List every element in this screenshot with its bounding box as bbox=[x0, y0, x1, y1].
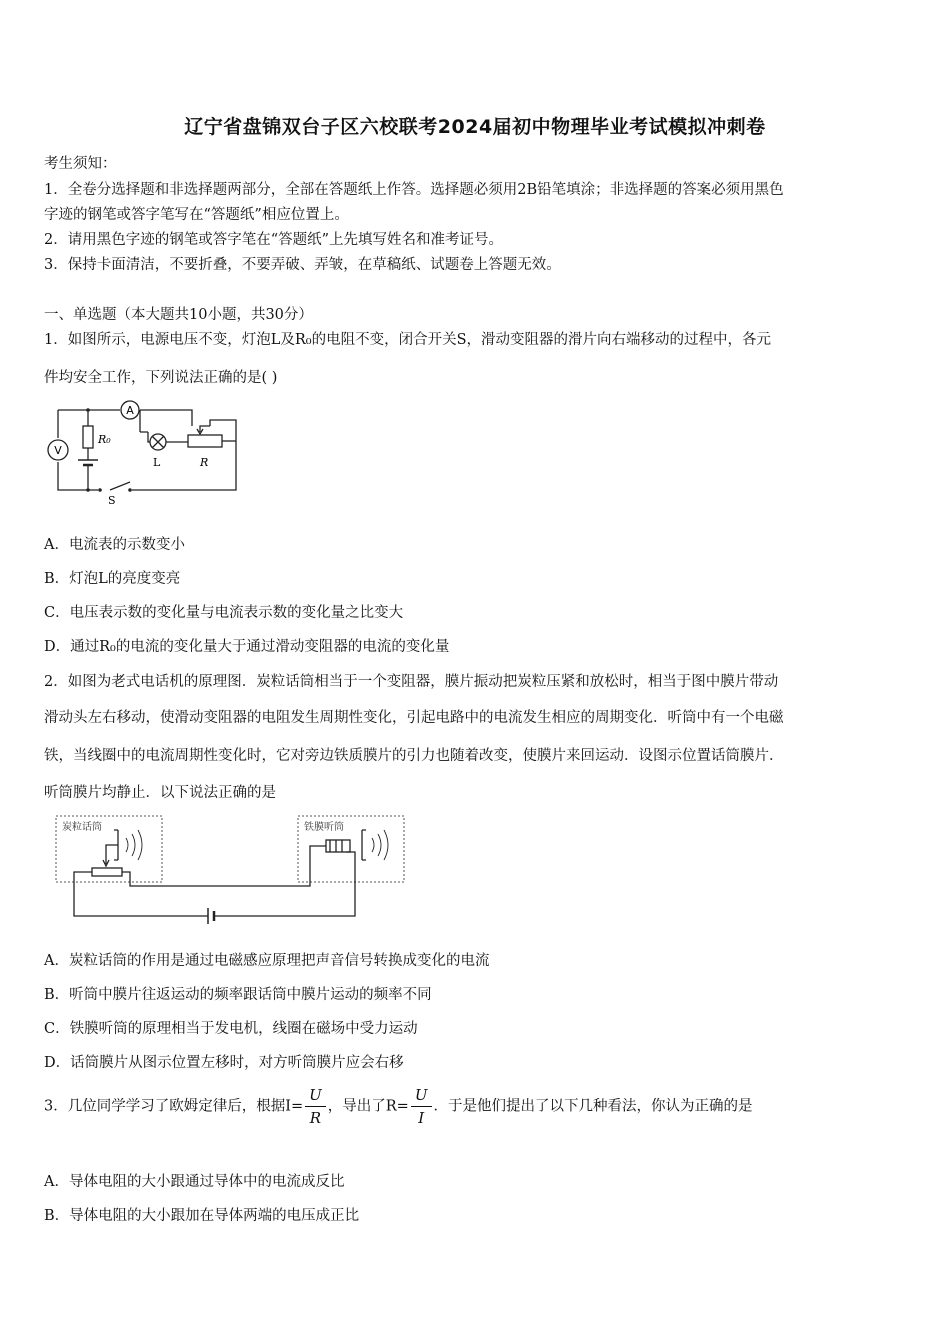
question-3-option: A．导体电阻的大小跟通过导体中的电流成反比 bbox=[44, 1174, 345, 1190]
question-1-stem: 件均安全工作，下列说法正确的是( ) bbox=[44, 370, 278, 386]
question-3-stem bbox=[44, 1086, 753, 1127]
fraction-denominator: I bbox=[418, 1109, 425, 1127]
rheostat-label: R bbox=[200, 456, 209, 469]
question-2-option: D．话筒膜片从图示位置左移时，对方听筒膜片应会右移 bbox=[44, 1055, 404, 1071]
question-1-stem: 1．如图所示，电源电压不变，灯泡L及R₀的电阻不变，闭合开关S，滑动变阻器的滑片向右端移动的过程中，各元 bbox=[44, 332, 772, 348]
q3-prefix: 3．几位同学学习了欧姆定律后，根据I= bbox=[44, 1098, 304, 1115]
question-1-option: A．电流表的示数变小 bbox=[44, 537, 185, 553]
question-3-option: B．导体电阻的大小跟加在导体两端的电压成正比 bbox=[44, 1208, 360, 1224]
notice-item: 3．保持卡面清洁，不要折叠，不要弄破、弄皱，在草稿纸、试题卷上答题无效。 bbox=[44, 257, 561, 273]
notice-heading: 考生须知： bbox=[44, 156, 117, 172]
telephone-diagram bbox=[50, 812, 415, 924]
question-2-option: A．炭粒话筒的作用是通过电磁感应原理把声音信号转换成变化的电流 bbox=[44, 953, 490, 969]
switch-label: S bbox=[108, 494, 116, 507]
mic-label: 炭粒话筒 bbox=[62, 822, 102, 833]
voltmeter-label: V bbox=[54, 444, 62, 457]
question-2-option: C．铁膜听筒的原理相当于发电机，线圈在磁场中受力运动 bbox=[44, 1021, 418, 1037]
notice-item: 1．全卷分选择题和非选择题两部分，全部在答题纸上作答。选择题必须用2B铅笔填涂；非选择题的答案必须用黑色 bbox=[44, 182, 784, 198]
section-heading: 一、单选题（本大题共10小题，共30分） bbox=[44, 307, 313, 323]
lamp-label: L bbox=[153, 456, 161, 469]
r0-label: R₀ bbox=[98, 433, 111, 446]
fraction-r bbox=[411, 1086, 432, 1127]
q3-suffix: ．于是他们提出了以下几种看法，你认为正确的是 bbox=[433, 1098, 753, 1115]
circuit-diagram bbox=[40, 398, 245, 508]
question-1-option: D．通过R₀的电流的变化量大于通过滑动变阻器的电流的变化量 bbox=[44, 639, 450, 655]
question-2-stem: 2．如图为老式电话机的原理图．炭粒话筒相当于一个变阻器，膜片振动把炭粒压紧和放松时，相当于图中膜片带动 bbox=[44, 674, 779, 690]
question-2-stem: 铁，当线圈中的电流周期性变化时，它对旁边铁质膜片的引力也随着改变，使膜片来回运动．设图示位置话筒膜片． bbox=[44, 748, 784, 764]
ammeter-label: A bbox=[126, 404, 134, 417]
question-1-option: B．灯泡L的亮度变亮 bbox=[44, 571, 181, 587]
fraction-numerator: U bbox=[411, 1086, 432, 1107]
notice-item: 2．请用黑色字迹的钢笔或答字笔在“答题纸”上先填写姓名和准考证号。 bbox=[44, 232, 504, 248]
page-title: 辽宁省盘锦双台子区六校联考2024届初中物理毕业考试模拟冲刺卷 bbox=[184, 116, 766, 138]
question-2-option: B．听筒中膜片往返运动的频率跟话筒中膜片运动的频率不同 bbox=[44, 987, 432, 1003]
question-2-stem: 听筒膜片均静止．以下说法正确的是 bbox=[44, 785, 276, 801]
fraction-numerator: U bbox=[305, 1086, 326, 1107]
question-2-stem: 滑动头左右移动，使滑动变阻器的电阻发生周期性变化，引起电路中的电流发生相应的周期变化．听筒中有一个电磁 bbox=[44, 710, 784, 726]
fraction-i bbox=[305, 1086, 326, 1127]
q3-middle: ，导出了R= bbox=[327, 1098, 409, 1115]
receiver-label: 铁膜听筒 bbox=[304, 822, 344, 833]
question-1-option: C．电压表示数的变化量与电流表示数的变化量之比变大 bbox=[44, 605, 404, 621]
fraction-denominator: R bbox=[309, 1109, 322, 1127]
notice-item: 字迹的钢笔或答字笔写在“答题纸”相应位置上。 bbox=[44, 207, 349, 223]
